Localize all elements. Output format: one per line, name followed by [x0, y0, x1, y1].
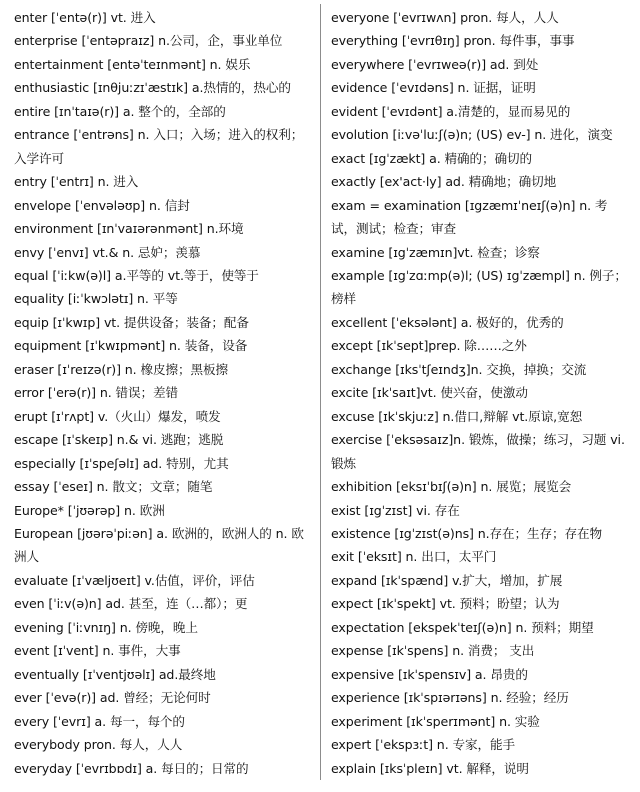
word-entry: even [ˈiːv(ə)n] ad. 甚至，连（…都）；更: [14, 596, 248, 612]
word-entry: envy [ˈenvɪ] vt.& n. 忌妒；羡慕: [14, 244, 201, 260]
word-entry: excite [ɪkˈsaɪt]vt. 使兴奋，使激动: [331, 385, 528, 401]
word-entry: erupt [ɪˈrʌpt] v.（火山）爆发，喷发: [14, 408, 221, 424]
word-entry: everything [ˈevrɪθɪŋ] pron. 每件事，事事: [331, 33, 575, 49]
word-entry: everyday [ˈevrɪbɒdɪ] a. 每日的；日常的: [14, 760, 249, 776]
word-entry: experiment [ɪkˈsperɪmənt] n. 实验: [331, 713, 540, 729]
word-entry: except [ɪkˈsept]prep. 除……之外: [331, 338, 527, 354]
word-entry: eraser [ɪˈreɪzə(r)] n. 橡皮擦；黑板擦: [14, 361, 228, 377]
word-entry: error [ˈerə(r)] n. 错误；差错: [14, 385, 179, 401]
word-entry: examine [ɪgˈzæmɪn]vt. 检查；诊察: [331, 244, 540, 260]
word-entry: expensive [ɪkˈspensɪv] a. 昂贵的: [331, 666, 528, 682]
right-column: [331, 6, 627, 780]
word-entry: Europe* [ˈjʊərəp] n. 欧洲: [14, 502, 165, 518]
word-entry: exhibition [eksɪˈbɪʃ(ə)n] n. 展览；展览会: [331, 479, 572, 495]
word-entry: evening [ˈiːvnɪŋ] n. 傍晚，晚上: [14, 619, 198, 635]
word-entry: enter [ˈentə(r)] vt. 进入: [14, 10, 156, 25]
word-entry: explain [ɪksˈpleɪn] vt. 解释，说明: [331, 760, 529, 776]
word-entry: envelope [ˈenvələʊp] n. 信封: [14, 197, 190, 213]
word-entry: expense [ɪkˈspens] n. 消费； 支出: [331, 643, 535, 659]
word-entry: everybody pron. 每人，人人: [14, 737, 183, 753]
word-entry: entertainment [entəˈteɪnmənt] n. 娱乐: [14, 56, 251, 72]
word-entry: exam = examination [ɪgzæmɪˈneɪʃ(ə)n] n. 考试，测试；检查；审查: [331, 197, 608, 237]
word-entry: European [jʊərəˈpiːən] a. 欧洲的，欧洲人的 n. 欧洲人: [14, 525, 304, 565]
word-entry: environment [ɪnˈvaɪərənmənt] n.环境: [14, 221, 244, 237]
word-entry: eventually [ɪˈventjʊəlɪ] ad.最终地: [14, 666, 216, 682]
column-divider: [320, 4, 321, 780]
word-entry: exercise [ˈeksəsaɪz]n. 锻炼，做操；练习，习题 vi. 锻炼: [331, 432, 625, 471]
word-entry: expert [ˈekspɜːt] n. 专家，能手: [331, 737, 515, 753]
word-entry: exact [ɪgˈzækt] a. 精确的；确切的: [331, 150, 533, 166]
word-entry: exit [ˈeksɪt] n. 出口，太平门: [331, 549, 497, 565]
word-entry: evaluate [ɪˈvæljʊeɪt] v.估值，评价，评估: [14, 572, 255, 588]
word-entry: equip [ɪˈkwɪp] vt. 提供设备；装备；配备: [14, 314, 249, 330]
word-entry: experience [ɪkˈspɪərɪəns] n. 经验；经历: [331, 690, 569, 706]
word-entry: equality [iːˈkwɔlətɪ] n. 平等: [14, 291, 178, 307]
word-entry: everywhere [ˈevrɪweə(r)] ad. 到处: [331, 56, 539, 72]
word-entry: entrance [ˈentrəns] n. 入口；入场；进入的权利；入学许可: [14, 127, 304, 166]
word-entry: example [ɪgˈzɑːmp(ə)l; (US) ɪgˈzæmpl] n. 例子；榜样: [331, 267, 627, 307]
word-entry: equipment [ɪˈkwɪpmənt] n. 装备，设备: [14, 338, 248, 354]
word-entry: exchange [ɪksˈtʃeɪndʒ]n. 交换，掉换；交流: [331, 361, 587, 377]
word-entry: especially [ɪˈspeʃəlɪ] ad. 特别，尤其: [14, 455, 229, 471]
word-entry: excuse [ɪkˈskjuːz] n.借口,辩解 vt.原谅,宽恕: [331, 408, 583, 424]
word-entry: equal [ˈiːkw(ə)l] a.平等的 vt.等于，使等于: [14, 267, 259, 283]
word-entry: expect [ɪkˈspekt] vt. 预料；盼望；认为: [331, 596, 560, 612]
word-entry: enterprise [ˈentəpraɪz] n.公司，企，事业单位: [14, 33, 283, 49]
word-entry: entire [ɪnˈtaɪə(r)] a. 整个的，全部的: [14, 103, 226, 119]
word-entry: event [ɪˈvent] n. 事件，大事: [14, 643, 181, 659]
word-entry: excellent [ˈeksələnt] a. 极好的，优秀的: [331, 314, 564, 330]
word-entry: exist [ɪgˈzɪst] vi. 存在: [331, 502, 460, 518]
word-entry: evolution [iːvəˈluːʃ(ə)n; (US) ev-] n. 进化，演变: [331, 127, 613, 143]
word-entry: evident [ˈevɪdənt] a.清楚的，显而易见的: [331, 103, 571, 119]
word-entry: evidence [ˈevɪdəns] n. 证据，证明: [331, 80, 536, 96]
left-column: [14, 6, 312, 780]
word-entry: entry [ˈentrɪ] n. 进入: [14, 174, 139, 190]
word-entry: essay [ˈeseɪ] n. 散文；文章；随笔: [14, 479, 213, 495]
word-entry: everyone [ˈevrɪwʌn] pron. 每人，人人: [331, 10, 559, 25]
word-entry: ever [ˈevə(r)] ad. 曾经；无论何时: [14, 690, 211, 706]
word-entry: expand [ɪkˈspænd] v.扩大，增加，扩展: [331, 572, 563, 588]
word-entry: enthusiastic [ɪnθjuːzɪˈæstɪk] a.热情的，热心的: [14, 80, 291, 96]
word-entry: exactly [ex'act·ly] ad. 精确地；确切地: [331, 174, 557, 190]
word-entry: escape [ɪˈskeɪp] n.& vi. 逃跑；逃脱: [14, 432, 224, 448]
word-entry: every [ˈevrɪ] a. 每一，每个的: [14, 713, 185, 729]
word-entry: existence [ɪgˈzɪst(ə)ns] n.存在；生存；存在物: [331, 525, 602, 541]
word-entry: expectation [ekspekˈteɪʃ(ə)n] n. 预料；期望: [331, 619, 594, 635]
